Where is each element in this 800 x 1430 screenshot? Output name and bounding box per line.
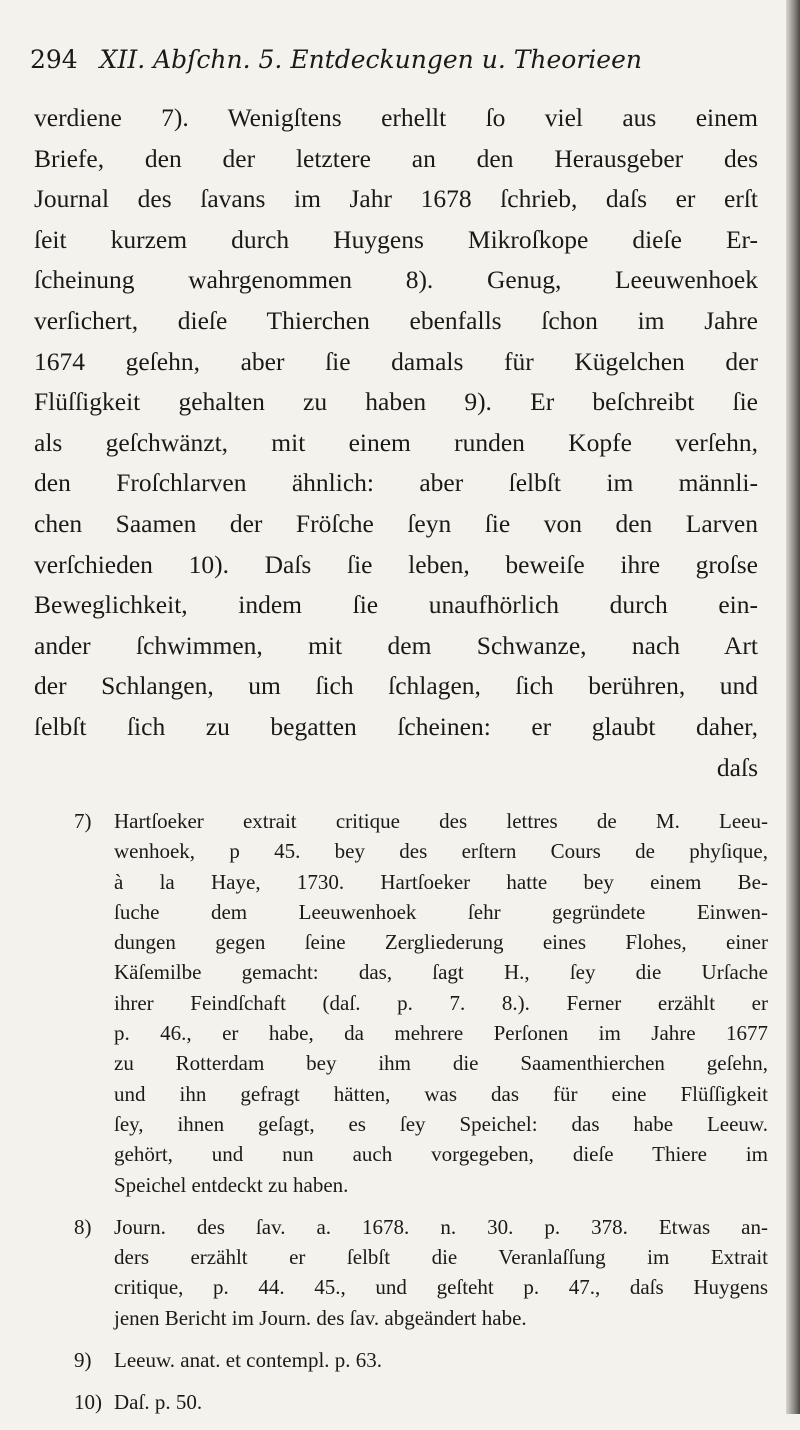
footnote-9 [74,1345,768,1375]
text-line: der Schlangen, um ſich ſchlagen, ſich berühren, und [34,671,758,701]
footnote-10 [74,1387,768,1417]
text-line: verſchieden 10). Daſs ſie leben, beweiſe ihre groſse [34,549,758,579]
footnote-line: und ihn gefragt hätten, was das für eine Flüſſigkeit [114,1081,768,1106]
running-title: XII. Abſchn. 5. Entdeckungen u. Theorieen [99,45,642,74]
footnote-line: ſuche dem Leeuwenhoek ſehr gegründete Einwen- [114,899,768,924]
footnote-7 [74,806,768,1200]
footnote-8 [74,1212,768,1333]
text-line: Flüſſigkeit gehalten zu haben 9). Er beſchreibt ſie [34,387,758,417]
page-edge-shadow [786,0,800,1414]
footnote-line: gehört, und nun auch vorgegeben, dieſe Thiere im [114,1142,768,1167]
footnote-line: à la Haye, 1730. Hartſoeker hatte bey einem Be- [114,869,768,894]
footnote-number: 7) [74,809,92,833]
footnote-line: ders erzählt er ſelbſt die Veranlaſſung im Extrait [114,1245,768,1270]
text-line: verdiene 7). Wenigſtens erhellt ſo viel aus einem [34,103,758,132]
footnote-line: p. 46., er habe, da mehrere Perſonen im Jahre 1677 [114,1021,768,1046]
footnote-line: dungen gegen ſeine Zergliederung eines Flohes, einer [114,930,768,955]
text-line: ſelbſt ſich zu begatten ſcheinen: er glaubt daher, [34,711,758,741]
footnote-line: jenen Bericht im Journ. des ſav. abgeändert habe. [114,1305,527,1330]
footnote-number: 10) [74,1390,102,1415]
footnote-line: wenhoek, p 45. bey des erſtern Cours de phyſique, [114,839,768,864]
text-line: ſeit kurzem durch Huygens Mikroſkope dieſe Er- [34,224,758,254]
footnote-line: critique, p. 44. 45., und geſteht p. 47., daſs Huygens [114,1275,768,1300]
footnote-line: Leeuw. anat. et contempl. p. 63. [114,1348,383,1373]
footnote-number: 9) [74,1348,92,1373]
text-line: 1674 geſehn, aber ſie damals für Kügelchen der [34,346,758,376]
page-header [30,40,770,80]
footnote-line: Hartſoeker extrait critique des lettres de M. Leeu- [114,809,768,833]
footnote-line: ſey, ihnen geſagt, es ſey Speichel: das habe Leeuw. [114,1111,768,1136]
footnote-line: zu Rotterdam bey ihm die Saamenthierchen geſehn, [114,1051,768,1076]
footnote-line: Journ. des ſav. a. 1678. n. 30. p. 378. Etwas an- [114,1214,768,1239]
footnotes [74,806,768,1430]
text-line: chen Saamen der Fröſche ſeyn ſie von den Larven [34,508,758,538]
page-number: 294 [30,45,78,74]
text-line: verſichert, dieſe Thierchen ebenfalls ſchon im Jahre [34,305,758,335]
text-line: ander ſchwimmen, mit dem Schwanze, nach Art [34,630,758,660]
footnote-number: 8) [74,1214,92,1239]
text-line: Journal des ſavans im Jahr 1678 ſchrieb, daſs er erſt [34,184,758,214]
text-line: Beweglichkeit, indem ſie unaufhörlich durch ein- [34,590,758,620]
footnote-line: Speichel entdeckt zu haben. [114,1172,349,1197]
text-line: den Froſchlarven ähnlich: aber ſelbſt im männli- [34,468,758,498]
text-line: Briefe, den der letztere an den Herausgeber des [34,143,758,173]
text-line: als geſchwänzt, mit einem runden Kopfe verſehn, [34,427,758,457]
text-line: ſcheinung wahrgenommen 8). Genug, Leeuwenhoek [34,265,758,295]
main-text [34,98,758,788]
footnote-line: Daſ. p. 50. [114,1390,203,1415]
footnote-line: ihrer Feindſchaft (daſ. p. 7. 8.). Ferner erzählt er [114,990,768,1015]
footnote-line: Käſemilbe gemacht: das, ſagt H., ſey die Urſache [114,960,768,985]
catchword: daſs [716,752,758,782]
